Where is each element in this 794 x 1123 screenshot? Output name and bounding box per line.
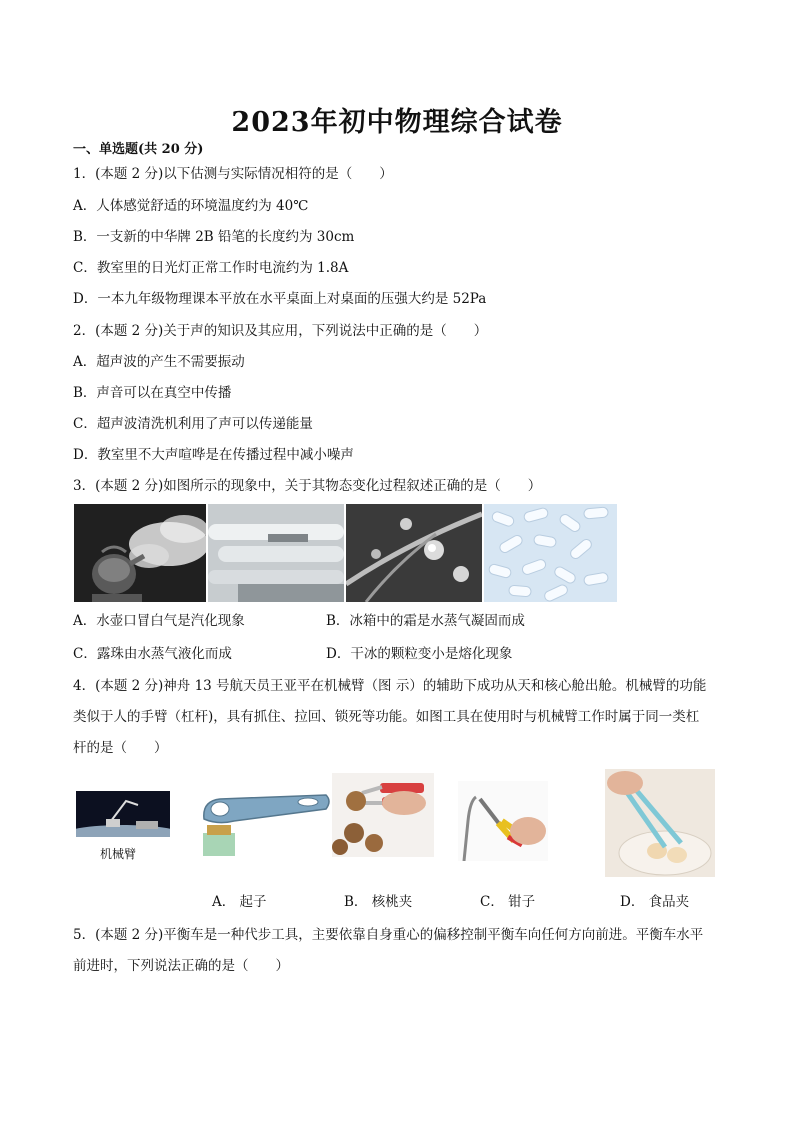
section-heading: 一、单选题(共 20 分) <box>73 142 204 157</box>
bottle-opener-image <box>198 791 332 856</box>
question-3-option-c: C．露珠由水蒸气液化而成 <box>73 646 232 662</box>
question-2-option-b: B．声音可以在真空中传播 <box>73 385 232 401</box>
robotic-arm-photo <box>76 791 170 837</box>
robotic-arm-label: 机械臂 <box>100 847 137 861</box>
question-4-option-c: C． 钳子 <box>480 894 536 910</box>
question-4-option-b: B． 核桃夹 <box>344 894 413 910</box>
question-4-option-d: D． 食品夹 <box>620 894 690 910</box>
question-2-option-d: D．教室里不大声喧哗是在传播过程中减小噪声 <box>73 447 354 463</box>
question-4-option-a: A． 起子 <box>212 894 267 910</box>
question-4-stem-line-2: 类似于人的手臂（杠杆)，具有抓住、拉回、锁死等功能。如图工具在使用时与机械臂工作时属于同一类杠 <box>73 709 700 725</box>
dew-drops-photo <box>346 504 482 602</box>
question-3-option-b: B．冰箱中的霜是水蒸气凝固而成 <box>326 613 525 629</box>
question-1-option-c: C．教室里的日光灯正常工作时电流约为 1.8A <box>73 260 349 276</box>
freezer-frost-photo <box>208 504 344 602</box>
question-2-option-c: C．超声波清洗机利用了声可以传递能量 <box>73 416 313 432</box>
kettle-steam-photo <box>74 504 206 602</box>
question-4-stem-line-1: 4．(本题 2 分)神舟 13 号航天员王亚平在机械臂（图 示）的辅助下成功从天和核心舱出舱。机械臂的功能 <box>73 678 707 694</box>
question-1-option-d: D．一本九年级物理课本平放在水平桌面上对桌面的压强大约是 52Pa <box>73 291 487 307</box>
question-3-stem: 3．(本题 2 分)如图所示的现象中，关于其物态变化过程叙述正确的是（ ） <box>73 478 542 494</box>
question-1-option-a: A．人体感觉舒适的环境温度约为 40℃ <box>73 198 309 214</box>
question-1-stem: 1．(本题 2 分)以下估测与实际情况相符的是（ ） <box>73 166 393 182</box>
dry-ice-photo <box>484 504 617 602</box>
question-3-option-a: A．水壶口冒白气是汽化现象 <box>73 613 245 629</box>
nutcracker-photo <box>332 773 434 857</box>
question-5-stem-line-1: 5．(本题 2 分)平衡车是一种代步工具，主要依靠自身重心的偏移控制平衡车向任何方向前进。平衡车水平 <box>73 927 704 943</box>
question-3-option-d: D．干冰的颗粒变小是熔化现象 <box>326 646 513 662</box>
question-2-option-a: A．超声波的产生不需要振动 <box>73 354 245 370</box>
page-title: 2023年初中物理综合试卷 <box>231 107 563 138</box>
food-tongs-photo <box>605 769 715 877</box>
question-2-stem: 2．(本题 2 分)关于声的知识及其应用，下列说法中正确的是（ ） <box>73 323 488 339</box>
question-5-stem-line-2: 前进时，下列说法正确的是（ ） <box>73 958 289 974</box>
question-1-option-b: B．一支新的中华牌 2B 铅笔的长度约为 30cm <box>73 229 355 245</box>
question-4-stem-line-3: 杆的是（ ） <box>73 740 168 756</box>
pliers-photo <box>458 781 548 861</box>
